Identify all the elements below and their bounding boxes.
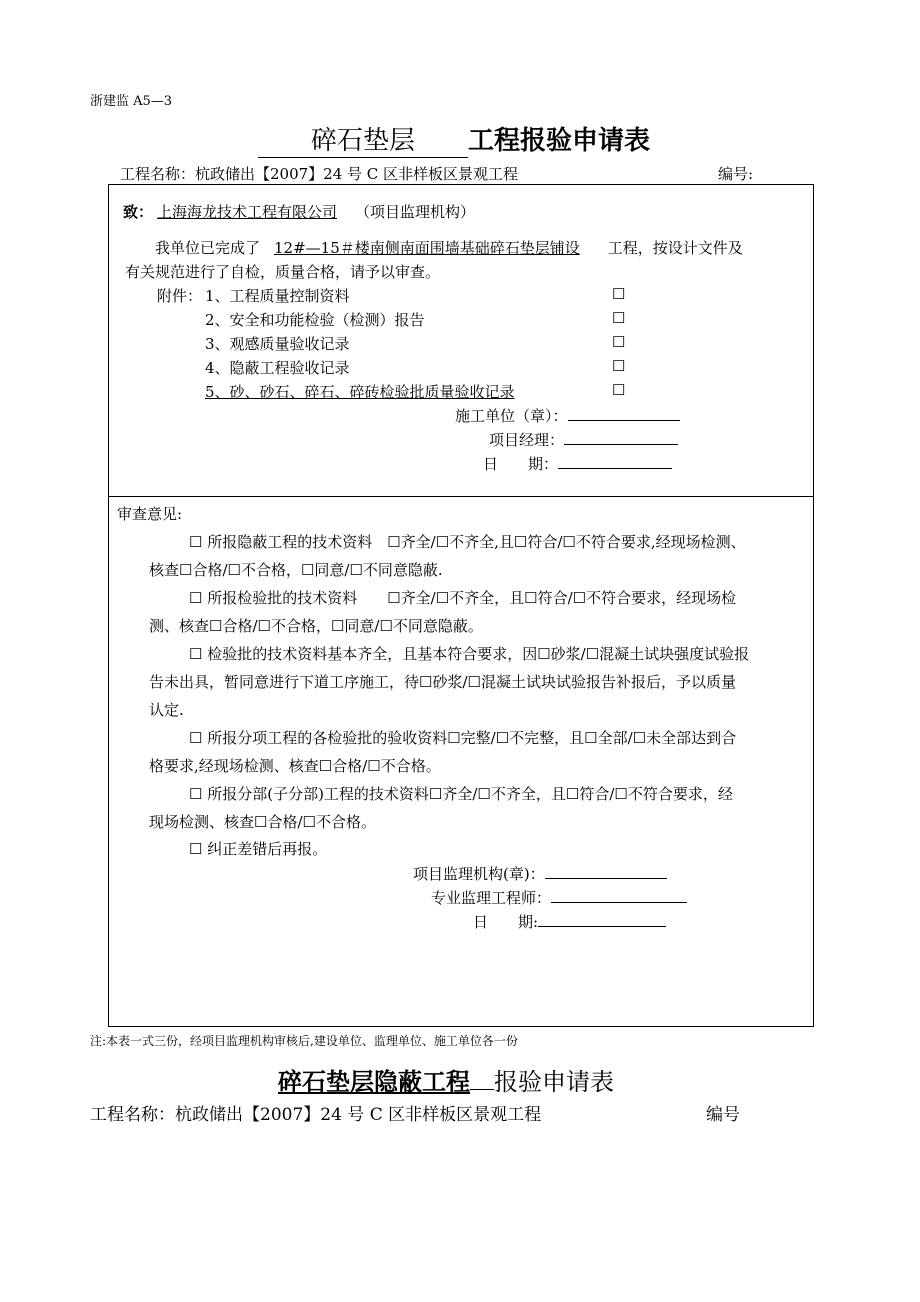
engineer-row (431, 887, 687, 908)
attachment-item: 3、观感质量验收记录 (205, 335, 350, 353)
review-label: 审查意见: (117, 505, 183, 523)
attachment-item: 4、隐蔽工程验收记录 (205, 359, 350, 377)
contractor-signature-row (455, 405, 680, 426)
attachments-label: 附件： (157, 287, 203, 305)
form-number-label: 编号: (718, 165, 754, 183)
intro-line-2: 有关规范进行了自检，质量合格，请予以审查。 (125, 263, 441, 281)
attachment-checkbox[interactable]: ☐ (612, 309, 626, 327)
review-option[interactable]: ☐ 所报隐蔽工程的技术资料 ☐齐全/☐不齐全,且☐符合/☐不符合要求,经现场检测、 (189, 533, 746, 551)
intro-prefix: 我单位已完成了 (155, 239, 261, 257)
attachment-checkbox[interactable]: ☐ (612, 333, 626, 351)
review-option-cont: 测、核查☐合格/☐不合格，☐同意/☐不同意隐蔽。 (149, 617, 483, 635)
review-date-field[interactable] (538, 925, 666, 927)
supervisor-company: 上海海龙技术工程有限公司 (157, 203, 338, 221)
form-code: 浙建监 A5—3 (90, 94, 173, 109)
attachment-item: 2、安全和功能检验（检测）报告 (205, 311, 425, 329)
review-date-row (473, 911, 666, 932)
review-option-cont: 现场检测、核查☐合格/☐不合格。 (149, 813, 376, 831)
review-option-cont: 格要求,经现场检测、核查☐合格/☐不合格。 (149, 757, 441, 775)
review-section (108, 496, 814, 1027)
supervising-engineer-label: 专业监理工程师： (431, 889, 552, 907)
review-option[interactable]: ☐ 纠正差错后再报。 (189, 840, 328, 858)
project-manager-label: 项目经理： (489, 431, 565, 449)
supervisor-org-field[interactable] (545, 877, 667, 879)
second-title-blank: 碎石垫层隐蔽工程 (278, 1067, 470, 1096)
contractor-unit-label: 施工单位（章）： (455, 407, 568, 425)
application-date-label: 日 期： (483, 455, 559, 473)
attachment-checkbox[interactable]: ☐ (612, 285, 626, 303)
supervisor-org-label: 项目监理机构(章)： (413, 865, 545, 883)
review-option[interactable]: ☐ 检验批的技术资料基本齐全，且基本符合要求，因☐砂浆/☐混凝土试块强度试验报 (189, 645, 750, 663)
intro-suffix: 工程，按设计文件及 (607, 239, 743, 257)
footer-note: 注:本表一式三份，经项目监理机构审核后,建设单位、监理单位、施工单位各一份 (90, 1034, 518, 1048)
project-name: 工程名称：杭政储出【2007】24 号 C 区非样板区景观工程 (120, 165, 519, 183)
attachment-checkbox[interactable]: ☐ (612, 381, 626, 399)
form-title (258, 120, 650, 158)
contractor-unit-field[interactable] (568, 419, 680, 421)
second-project-name: 工程名称：杭政储出【2007】24 号 C 区非样板区景观工程 (90, 1105, 542, 1125)
intro-line-1 (155, 237, 743, 258)
to-label: 致： (123, 203, 154, 221)
review-option[interactable]: ☐ 所报分项工程的各检验批的验收资料☐完整/☐不完整，且☐全部/☐未全部达到合 (189, 729, 737, 747)
review-option-cont: 认定. (149, 701, 184, 719)
addressee-line (123, 201, 475, 222)
review-option[interactable]: ☐ 所报检验批的技术资料 ☐齐全/☐不齐全，且☐符合/☐不符合要求，经现场检 (189, 589, 737, 607)
supervisor-suffix: （项目监理机构） (355, 203, 476, 221)
second-title-main: 报验申请表 (494, 1068, 614, 1096)
application-section (108, 184, 814, 497)
project-manager-field[interactable] (564, 443, 678, 445)
application-date-field[interactable] (558, 467, 672, 469)
title-main: 工程报验申请表 (468, 126, 651, 156)
work-item: 12#—15＃楼南侧南面围墙基础碎石垫层铺设 (274, 239, 580, 257)
second-form-number-label: 编号 (706, 1105, 740, 1125)
attachment-item: 1、工程质量控制资料 (205, 287, 350, 305)
review-option-cont: 告未出具，暂同意进行下道工序施工，待☐砂浆/☐混凝土试块试验报告补报后，予以质量 (149, 673, 736, 691)
manager-signature-row (489, 429, 678, 450)
attachment-checkbox[interactable]: ☐ (612, 357, 626, 375)
title-blank-field: 碎石垫层 (258, 120, 468, 158)
review-option[interactable]: ☐ 所报分部(子分部)工程的技术资料☐齐全/☐不齐全，且☐符合/☐不符合要求，经 (189, 785, 733, 803)
attachment-item-text: 5、砂、砂石、碎石、碎砖检验批质量验收记录 (205, 383, 515, 401)
supervisor-org-row (413, 863, 667, 884)
review-option-cont: 核查☐合格/☐不合格，☐同意/☐不同意隐蔽. (149, 561, 443, 579)
supervising-engineer-field[interactable] (551, 901, 687, 903)
application-date-row (483, 453, 672, 474)
second-form-title (278, 1062, 614, 1097)
attachment-item (205, 381, 515, 402)
review-date-label: 日 期: (473, 913, 539, 931)
